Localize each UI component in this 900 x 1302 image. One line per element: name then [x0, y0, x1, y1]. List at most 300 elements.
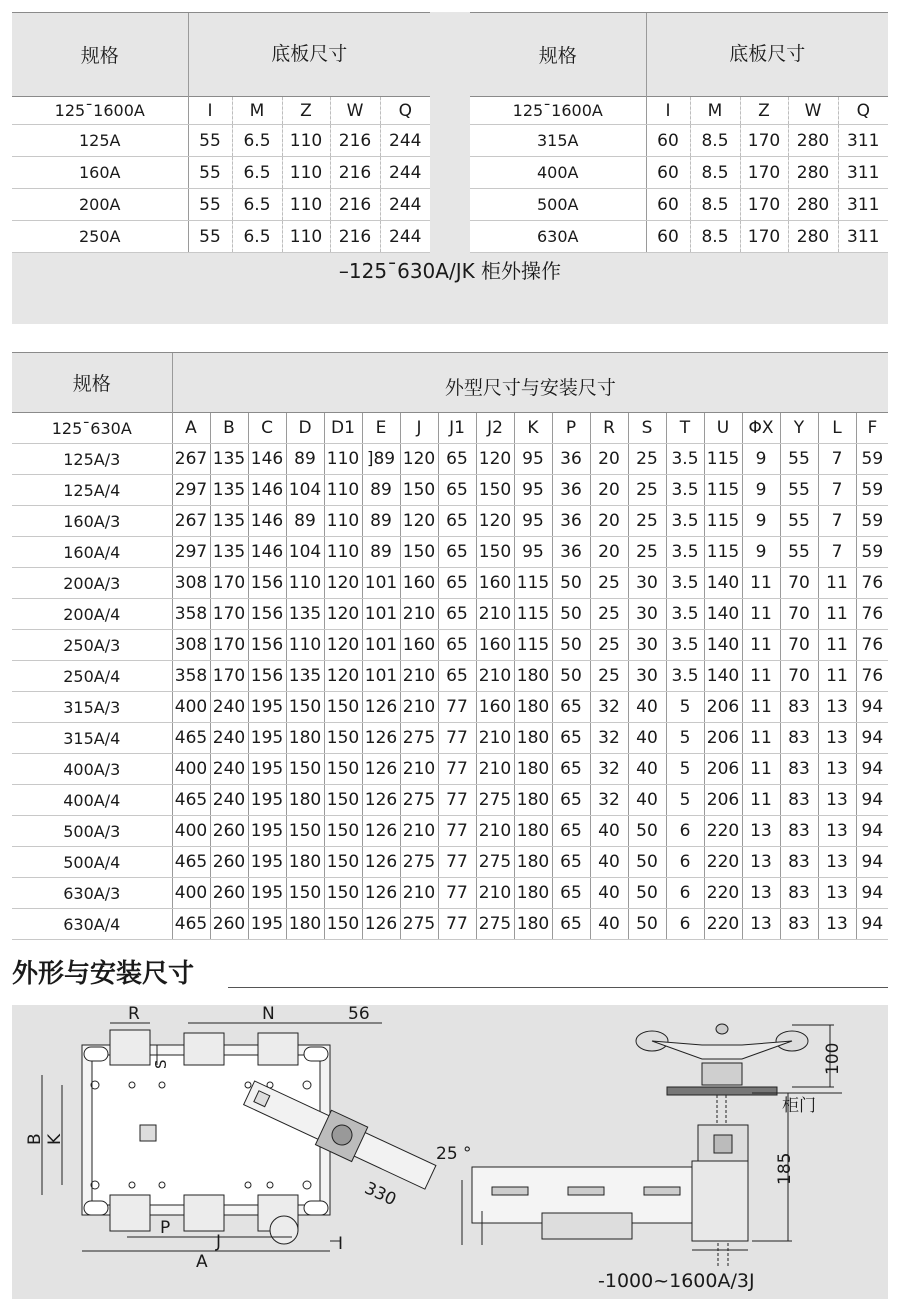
table-cell: 110	[282, 221, 330, 253]
table-cell: ]89	[362, 444, 400, 475]
table-cell: 206	[704, 754, 742, 785]
table-cell: 400	[172, 692, 210, 723]
terminal-top	[258, 1033, 298, 1065]
table-cell: 240	[210, 754, 248, 785]
table-cell: 140	[704, 661, 742, 692]
row-spec: 250A	[12, 221, 188, 253]
col-header: W	[788, 97, 838, 125]
table-row	[12, 125, 430, 157]
table-row	[470, 189, 888, 221]
table-cell: 311	[838, 125, 888, 157]
table-cell: 120	[476, 506, 514, 537]
dim-label-s: S	[152, 1059, 170, 1069]
table-cell: 110	[324, 537, 362, 568]
table-row	[12, 444, 888, 475]
col-header: F	[856, 413, 888, 444]
table-cell: 59	[856, 537, 888, 568]
table-cell: 94	[856, 785, 888, 816]
table-row	[12, 692, 888, 723]
table-cell: 260	[210, 878, 248, 909]
table-cell: 150	[324, 878, 362, 909]
table-cell: 244	[380, 189, 430, 221]
base-plate-header: 底板尺寸	[188, 13, 430, 97]
spec-header: 规格	[12, 353, 172, 413]
table-cell: 11	[818, 599, 856, 630]
table-cell: 77	[438, 909, 476, 940]
table-cell: 40	[590, 878, 628, 909]
table-cell: 210	[400, 754, 438, 785]
table-cell: 126	[362, 785, 400, 816]
mount-slot	[84, 1047, 108, 1061]
table-cell: 210	[400, 661, 438, 692]
table-cell: 77	[438, 847, 476, 878]
table-cell: 150	[324, 723, 362, 754]
table-cell: 115	[514, 630, 552, 661]
table-cell: 65	[438, 537, 476, 568]
table-cell: 150	[476, 475, 514, 506]
table-cell: 40	[628, 785, 666, 816]
table-cell: 30	[628, 630, 666, 661]
dim-label-p: P	[160, 1218, 171, 1238]
table-cell: 5	[666, 785, 704, 816]
table-cell: 60	[646, 189, 690, 221]
table-cell: 6	[666, 847, 704, 878]
table-cell: 32	[590, 785, 628, 816]
dim-label-a: A	[196, 1252, 208, 1272]
table-cell: 5	[666, 692, 704, 723]
table-cell: 30	[628, 599, 666, 630]
table-cell: 50	[628, 847, 666, 878]
table-cell: 260	[210, 816, 248, 847]
table-cell: 267	[172, 444, 210, 475]
table-cell: 25	[628, 537, 666, 568]
table-cell: 25	[628, 506, 666, 537]
col-header: J1	[438, 413, 476, 444]
row-spec: 160A/4	[12, 537, 172, 568]
table-cell: 65	[438, 568, 476, 599]
table-cell: 156	[248, 630, 286, 661]
table-cell: 25	[590, 599, 628, 630]
table-cell: 101	[362, 661, 400, 692]
table-cell: 280	[788, 125, 838, 157]
table-cell: 25	[590, 661, 628, 692]
table-cell: 11	[818, 661, 856, 692]
table-cell: 126	[362, 692, 400, 723]
table-cell: 220	[704, 909, 742, 940]
table-cell: 195	[248, 816, 286, 847]
table-cell: 7	[818, 475, 856, 506]
table-cell: 94	[856, 847, 888, 878]
row-spec: 125A/3	[12, 444, 172, 475]
table-row	[12, 723, 888, 754]
table-cell: 120	[324, 661, 362, 692]
table-cell: 13	[818, 785, 856, 816]
table-cell: 210	[476, 723, 514, 754]
table-cell: 180	[514, 785, 552, 816]
table-row	[12, 157, 430, 189]
table-cell: 156	[248, 568, 286, 599]
table-cell: 3.5	[666, 537, 704, 568]
table-cell: 146	[248, 475, 286, 506]
table-cell: 110	[286, 568, 324, 599]
table-cell: 50	[628, 878, 666, 909]
dim-label-n: N	[262, 1005, 275, 1024]
table-cell: 150	[324, 754, 362, 785]
table-cell: 13	[818, 723, 856, 754]
table-cell: 275	[476, 847, 514, 878]
table-cell: 13	[818, 878, 856, 909]
table-cell: 120	[324, 599, 362, 630]
col-header: D	[286, 413, 324, 444]
dim-label-k: K	[45, 1133, 65, 1145]
table-cell: 465	[172, 847, 210, 878]
table-cell: 59	[856, 444, 888, 475]
table-cell: 120	[324, 630, 362, 661]
table-cell: 77	[438, 723, 476, 754]
table-cell: 3.5	[666, 599, 704, 630]
col-header: R	[590, 413, 628, 444]
table-cell: 25	[590, 630, 628, 661]
table-cell: 180	[514, 816, 552, 847]
table-cell: 9	[742, 475, 780, 506]
table-cell: 260	[210, 847, 248, 878]
table-cell: 76	[856, 599, 888, 630]
table-cell: 77	[438, 692, 476, 723]
table-cell: 11	[742, 661, 780, 692]
table-cell: 240	[210, 723, 248, 754]
dim-label-330: 330	[361, 1178, 400, 1211]
mount-slot	[304, 1201, 328, 1215]
table-cell: 146	[248, 537, 286, 568]
col-header: ΦX	[742, 413, 780, 444]
table-cell: 160	[400, 630, 438, 661]
table-cell: 6.5	[232, 125, 282, 157]
table-cell: 30	[628, 568, 666, 599]
row-spec: 125A	[12, 125, 188, 157]
table-cell: 110	[282, 189, 330, 221]
table-cell: 55	[780, 475, 818, 506]
table-cell: 3.5	[666, 506, 704, 537]
table-cell: 3.5	[666, 568, 704, 599]
dim-label-j: J	[216, 1232, 222, 1252]
table-cell: 76	[856, 661, 888, 692]
table-cell: 9	[742, 506, 780, 537]
table-cell: 55	[780, 506, 818, 537]
table-cell: 40	[590, 847, 628, 878]
table-cell: 83	[780, 754, 818, 785]
table-cell: 180	[286, 909, 324, 940]
table-cell: 11	[742, 568, 780, 599]
table-cell: 40	[590, 816, 628, 847]
table-cell: 13	[818, 847, 856, 878]
mount-slot	[84, 1201, 108, 1215]
table-cell: 30	[628, 661, 666, 692]
table-cell: 150	[286, 878, 324, 909]
table-cell: 280	[788, 221, 838, 253]
table-cell: 135	[210, 444, 248, 475]
table-row	[12, 189, 430, 221]
table-cell: 180	[286, 847, 324, 878]
row-spec: 250A/4	[12, 661, 172, 692]
table-cell: 8.5	[690, 157, 740, 189]
table-cell: 210	[400, 599, 438, 630]
table-cell: 140	[704, 599, 742, 630]
table-cell: 260	[210, 909, 248, 940]
table-cell: 89	[362, 506, 400, 537]
col-header: D1	[324, 413, 362, 444]
table-cell: 89	[362, 475, 400, 506]
table-cell: 110	[324, 444, 362, 475]
table-cell: 50	[628, 816, 666, 847]
table-cell: 180	[286, 723, 324, 754]
table-cell: 110	[286, 630, 324, 661]
table-cell: 60	[646, 157, 690, 189]
table-cell: 6	[666, 816, 704, 847]
table-cell: 126	[362, 878, 400, 909]
table-cell: 65	[438, 475, 476, 506]
cabinet-door	[667, 1087, 777, 1095]
table-cell: 210	[476, 754, 514, 785]
row-spec: 200A/4	[12, 599, 172, 630]
table-cell: 13	[818, 816, 856, 847]
table-cell: 55	[188, 189, 232, 221]
dim-label-i: I	[338, 1234, 344, 1254]
table-cell: 59	[856, 506, 888, 537]
table-cell: 160	[476, 692, 514, 723]
table-cell: 83	[780, 723, 818, 754]
table-cell: 115	[704, 537, 742, 568]
table-cell: 55	[188, 221, 232, 253]
table-cell: 11	[742, 754, 780, 785]
table-cell: 20	[590, 506, 628, 537]
table-cell: 94	[856, 692, 888, 723]
table-row	[470, 125, 888, 157]
table-cell: 60	[646, 125, 690, 157]
table-cell: 65	[438, 506, 476, 537]
table-cell: 36	[552, 444, 590, 475]
table-cell: 50	[552, 568, 590, 599]
table-cell: 126	[362, 723, 400, 754]
table-cell: 244	[380, 157, 430, 189]
table-cell: 65	[552, 785, 590, 816]
table-cell: 94	[856, 723, 888, 754]
table-cell: 40	[628, 723, 666, 754]
table-cell: 195	[248, 785, 286, 816]
table-row	[12, 816, 888, 847]
table-cell: 210	[400, 692, 438, 723]
table-cell: 55	[780, 444, 818, 475]
table-cell: 70	[780, 568, 818, 599]
table-cell: 76	[856, 568, 888, 599]
table-cell: 95	[514, 444, 552, 475]
table-row	[12, 568, 888, 599]
table-cell: 50	[552, 599, 590, 630]
dim-label-b: B	[25, 1133, 45, 1145]
dim-label-r: R	[128, 1005, 140, 1024]
table-cell: 50	[552, 661, 590, 692]
table-cell: 59	[856, 475, 888, 506]
table-cell: 220	[704, 816, 742, 847]
table-cell: 297	[172, 475, 210, 506]
table-cell: 170	[210, 599, 248, 630]
table-cell: 65	[552, 878, 590, 909]
table-cell: 126	[362, 816, 400, 847]
table-cell: 160	[476, 630, 514, 661]
table-cell: 94	[856, 878, 888, 909]
table-cell: 170	[740, 189, 788, 221]
table-cell: 11	[742, 785, 780, 816]
table-cell: 13	[742, 878, 780, 909]
title-rule	[228, 987, 888, 988]
col-header: I	[188, 97, 232, 125]
table-cell: 146	[248, 444, 286, 475]
table-cell: 83	[780, 847, 818, 878]
table-cell: 150	[286, 692, 324, 723]
table-cell: 150	[400, 537, 438, 568]
table-cell: 150	[476, 537, 514, 568]
terminal-top	[184, 1033, 224, 1065]
col-header: A	[172, 413, 210, 444]
col-header: S	[628, 413, 666, 444]
table-cell: 358	[172, 661, 210, 692]
table-cell: 170	[740, 221, 788, 253]
table-cell: 120	[400, 506, 438, 537]
table-cell: 206	[704, 723, 742, 754]
table-cell: 135	[210, 506, 248, 537]
table-cell: 40	[628, 754, 666, 785]
table-cell: 77	[438, 878, 476, 909]
table-cell: 206	[704, 785, 742, 816]
dimension-drawing-svg	[12, 1005, 888, 1299]
col-header: M	[690, 97, 740, 125]
col-header: Q	[838, 97, 888, 125]
table-cell: 150	[324, 847, 362, 878]
table-cell: 3.5	[666, 475, 704, 506]
table-cell: 146	[248, 506, 286, 537]
section-title: 外形与安装尺寸	[12, 959, 195, 989]
table-cell: 180	[514, 909, 552, 940]
table-cell: 101	[362, 599, 400, 630]
table-cell: 13	[818, 754, 856, 785]
table-cell: 7	[818, 537, 856, 568]
dimension-header: 外型尺寸与安装尺寸	[172, 353, 888, 413]
table-row	[12, 878, 888, 909]
table-cell: 400	[172, 878, 210, 909]
table-cell: 32	[590, 692, 628, 723]
table-cell: 7	[818, 506, 856, 537]
table-cell: 135	[286, 599, 324, 630]
table-cell: 156	[248, 599, 286, 630]
table-cell: 25	[590, 568, 628, 599]
table-cell: 13	[742, 816, 780, 847]
range-label: 125¯1600A	[470, 97, 646, 125]
col-header: U	[704, 413, 742, 444]
table-cell: 104	[286, 475, 324, 506]
table-cell: 3.5	[666, 630, 704, 661]
row-spec: 630A	[470, 221, 646, 253]
table-cell: 195	[248, 754, 286, 785]
table-cell: 25	[628, 475, 666, 506]
table-cell: 170	[740, 157, 788, 189]
base-plate-table-right	[470, 12, 888, 253]
row-spec: 500A	[470, 189, 646, 221]
base-plate-table-left	[12, 12, 430, 253]
table-cell: 170	[210, 661, 248, 692]
table-cell: 6.5	[232, 189, 282, 221]
table-cell: 180	[514, 878, 552, 909]
spec-header: 规格	[12, 13, 188, 97]
col-header: Q	[380, 97, 430, 125]
table-cell: 9	[742, 444, 780, 475]
table-cell: 195	[248, 878, 286, 909]
row-spec: 400A/3	[12, 754, 172, 785]
table-cell: 6.5	[232, 157, 282, 189]
table-cell: 25	[628, 444, 666, 475]
table-cell: 311	[838, 157, 888, 189]
table-cell: 83	[780, 816, 818, 847]
col-header: T	[666, 413, 704, 444]
table-cell: 104	[286, 537, 324, 568]
table-cell: 240	[210, 692, 248, 723]
dim-label-185: 185	[775, 1152, 795, 1185]
table-cell: 65	[552, 909, 590, 940]
table-cell: 126	[362, 754, 400, 785]
table-cell: 210	[476, 599, 514, 630]
table-cell: 83	[780, 909, 818, 940]
table-cell: 89	[362, 537, 400, 568]
table-cell: 400	[172, 816, 210, 847]
table-cell: 400	[172, 754, 210, 785]
table-cell: 50	[552, 630, 590, 661]
table-cell: 89	[286, 506, 324, 537]
table-cell: 32	[590, 723, 628, 754]
table-cell: 275	[400, 785, 438, 816]
table-cell: 95	[514, 506, 552, 537]
table1-caption: –125¯630A/JK 柜外操作	[338, 259, 562, 283]
table-cell: 115	[514, 599, 552, 630]
table-cell: 115	[704, 475, 742, 506]
table-cell: 40	[628, 692, 666, 723]
table-cell: 308	[172, 630, 210, 661]
table-cell: 465	[172, 909, 210, 940]
table-cell: 170	[740, 125, 788, 157]
table-cell: 83	[780, 692, 818, 723]
table-row	[12, 630, 888, 661]
table-cell: 465	[172, 723, 210, 754]
table-cell: 210	[476, 661, 514, 692]
table-cell: 83	[780, 785, 818, 816]
table-cell: 11	[742, 692, 780, 723]
table-cell: 5	[666, 754, 704, 785]
row-spec: 160A	[12, 157, 188, 189]
table-cell: 70	[780, 599, 818, 630]
table-cell: 95	[514, 475, 552, 506]
table-row	[12, 599, 888, 630]
table-cell: 110	[282, 157, 330, 189]
table-cell: 280	[788, 189, 838, 221]
table-cell: 11	[742, 630, 780, 661]
table-cell: 195	[248, 909, 286, 940]
row-spec: 630A/3	[12, 878, 172, 909]
col-header: B	[210, 413, 248, 444]
table-cell: 76	[856, 630, 888, 661]
row-spec: 315A/3	[12, 692, 172, 723]
table-cell: 6.5	[232, 221, 282, 253]
table-cell: 36	[552, 537, 590, 568]
table-row	[12, 847, 888, 878]
table-cell: 216	[330, 157, 380, 189]
table-row	[12, 661, 888, 692]
